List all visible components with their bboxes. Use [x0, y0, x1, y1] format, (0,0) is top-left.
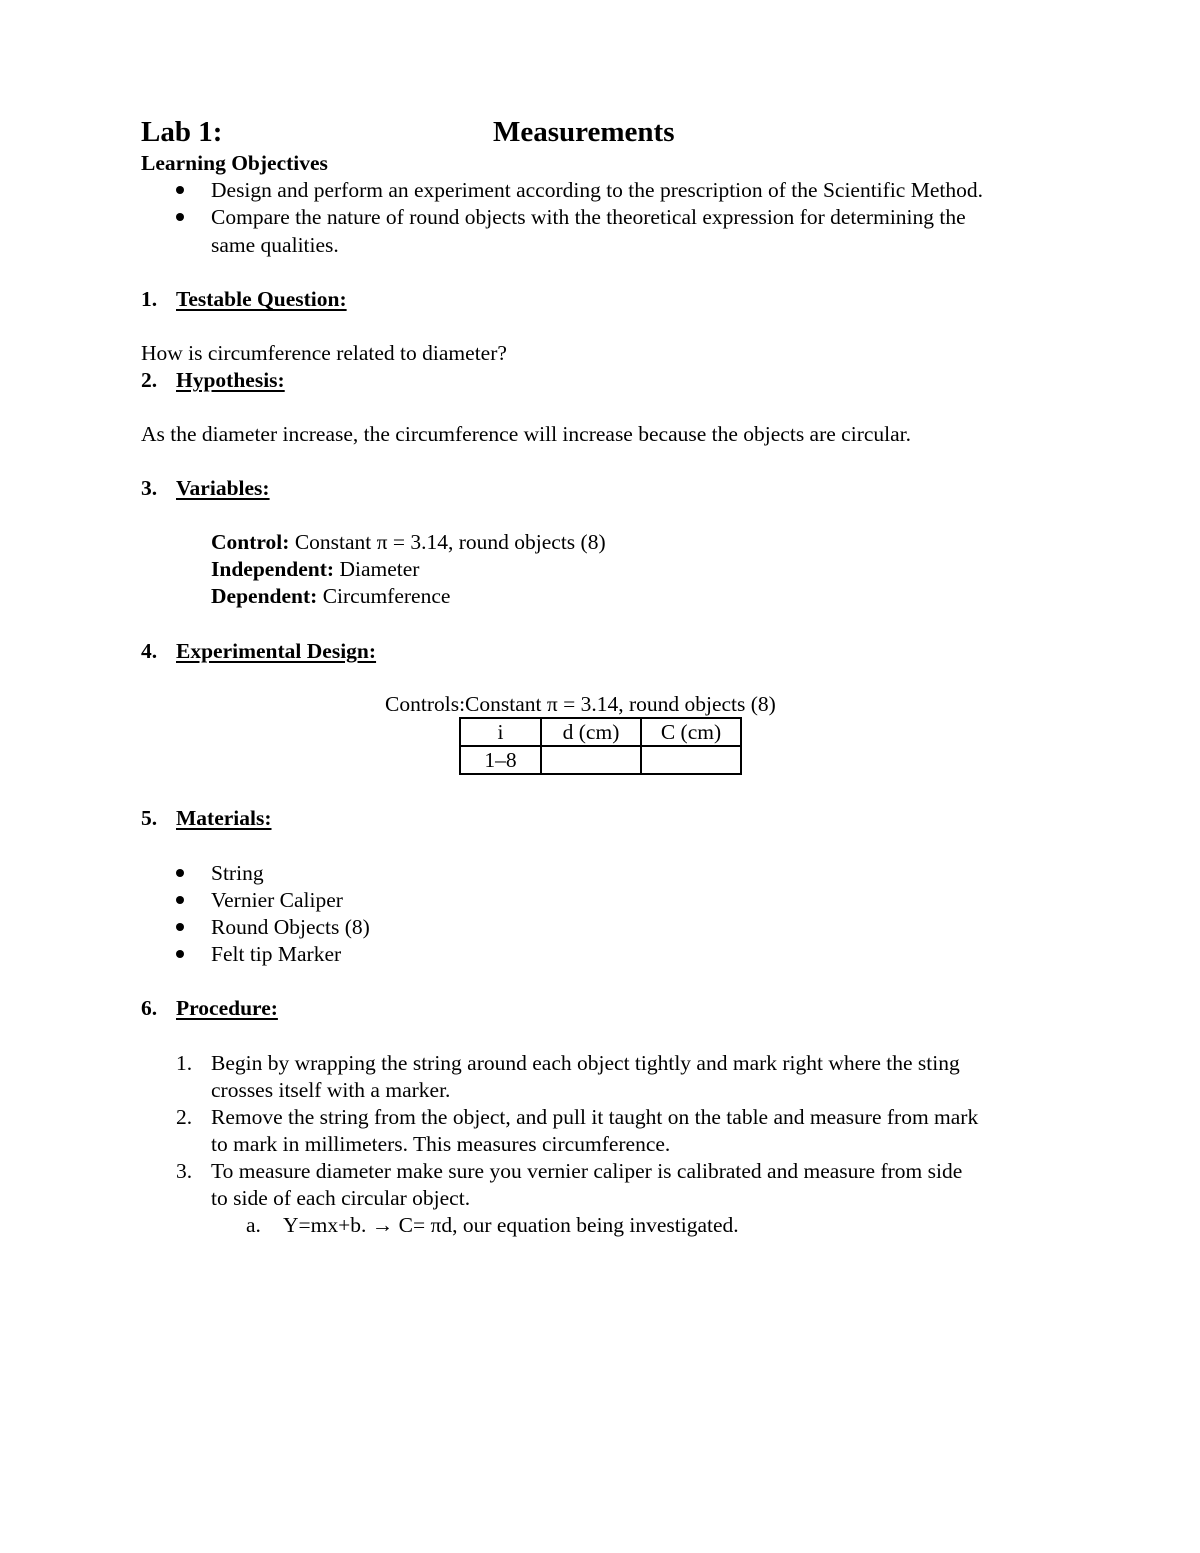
step-number: 2.: [176, 1105, 193, 1129]
table-cell: 1–8: [460, 746, 541, 774]
procedure-heading: Procedure:: [176, 996, 278, 1020]
testable-question-heading: Testable Question:: [176, 287, 347, 311]
table-caption: Controls:Constant π = 3.14, round objects (8): [385, 692, 776, 716]
table-header-cell: C (cm): [641, 718, 741, 746]
objective-item: Compare the nature of round objects with the theoretical expression for determining the: [211, 205, 966, 229]
control-label: Control:: [211, 530, 290, 554]
substep-text: [283, 1212, 739, 1239]
section-number: 6.: [141, 996, 158, 1020]
step-number: 3.: [176, 1159, 193, 1183]
testable-question-text: How is circumference related to diameter?: [141, 341, 507, 365]
circumference-equation: C= πd, our equation being investigated.: [393, 1213, 739, 1237]
experimental-design-heading: Experimental Design:: [176, 639, 377, 663]
hypothesis-heading: Hypothesis:: [176, 368, 285, 392]
section-number: 4.: [141, 639, 158, 663]
dependent-variable: [211, 583, 450, 610]
bullet-icon: [176, 213, 184, 221]
step-number: 1.: [176, 1051, 193, 1075]
objectives-heading: Learning Objectives: [141, 151, 328, 175]
table-cell: [541, 746, 641, 774]
section-number: 5.: [141, 806, 158, 830]
independent-variable: [211, 556, 419, 583]
bullet-icon: [176, 896, 184, 904]
material-item: Felt tip Marker: [211, 942, 342, 966]
objective-item: Design and perform an experiment according to the prescription of the Scientific Method.: [211, 178, 983, 202]
bullet-icon: [176, 186, 184, 194]
step-text-continuation: to mark in millimeters. This measures circumference.: [211, 1132, 671, 1156]
material-item: Round Objects (8): [211, 915, 370, 939]
materials-heading: Materials:: [176, 806, 272, 830]
lab-number: Lab 1:: [141, 116, 223, 148]
step-text: Remove the string from the object, and pull it taught on the table and measure from mark: [211, 1105, 979, 1129]
control-variable: [211, 529, 606, 556]
control-value: Constant π = 3.14, round objects (8): [289, 530, 606, 554]
design-table: [459, 717, 742, 775]
independent-value: Diameter: [334, 557, 420, 581]
step-text-continuation: to side of each circular object.: [211, 1186, 471, 1210]
bullet-icon: [176, 950, 184, 958]
hypothesis-text: As the diameter increase, the circumference will increase because the objects are circular.: [141, 422, 912, 446]
bullet-icon: [176, 869, 184, 877]
substep-letter: a.: [246, 1213, 261, 1237]
step-text: Begin by wrapping the string around each object tightly and mark right where the sting: [211, 1051, 960, 1075]
arrow-icon: →: [371, 1213, 394, 1237]
material-item: String: [211, 861, 264, 885]
linear-equation: Y=mx+b.: [283, 1213, 372, 1237]
section-number: 2.: [141, 368, 158, 392]
bullet-icon: [176, 923, 184, 931]
step-text-continuation: crosses itself with a marker.: [211, 1078, 451, 1102]
material-item: Vernier Caliper: [211, 888, 343, 912]
section-number: 3.: [141, 476, 158, 500]
table-header-cell: d (cm): [541, 718, 641, 746]
objective-item-continuation: same qualities.: [211, 233, 339, 257]
table-row: [460, 746, 741, 774]
page-title: Measurements: [493, 116, 675, 148]
step-text: To measure diameter make sure you vernier caliper is calibrated and measure from side: [211, 1159, 963, 1183]
dependent-value: Circumference: [317, 584, 451, 608]
table-header-cell: i: [460, 718, 541, 746]
section-number: 1.: [141, 287, 158, 311]
variables-heading: Variables:: [176, 476, 270, 500]
independent-label: Independent:: [211, 557, 335, 581]
table-header-row: [460, 718, 741, 746]
table-cell: [641, 746, 741, 774]
dependent-label: Dependent:: [211, 584, 318, 608]
